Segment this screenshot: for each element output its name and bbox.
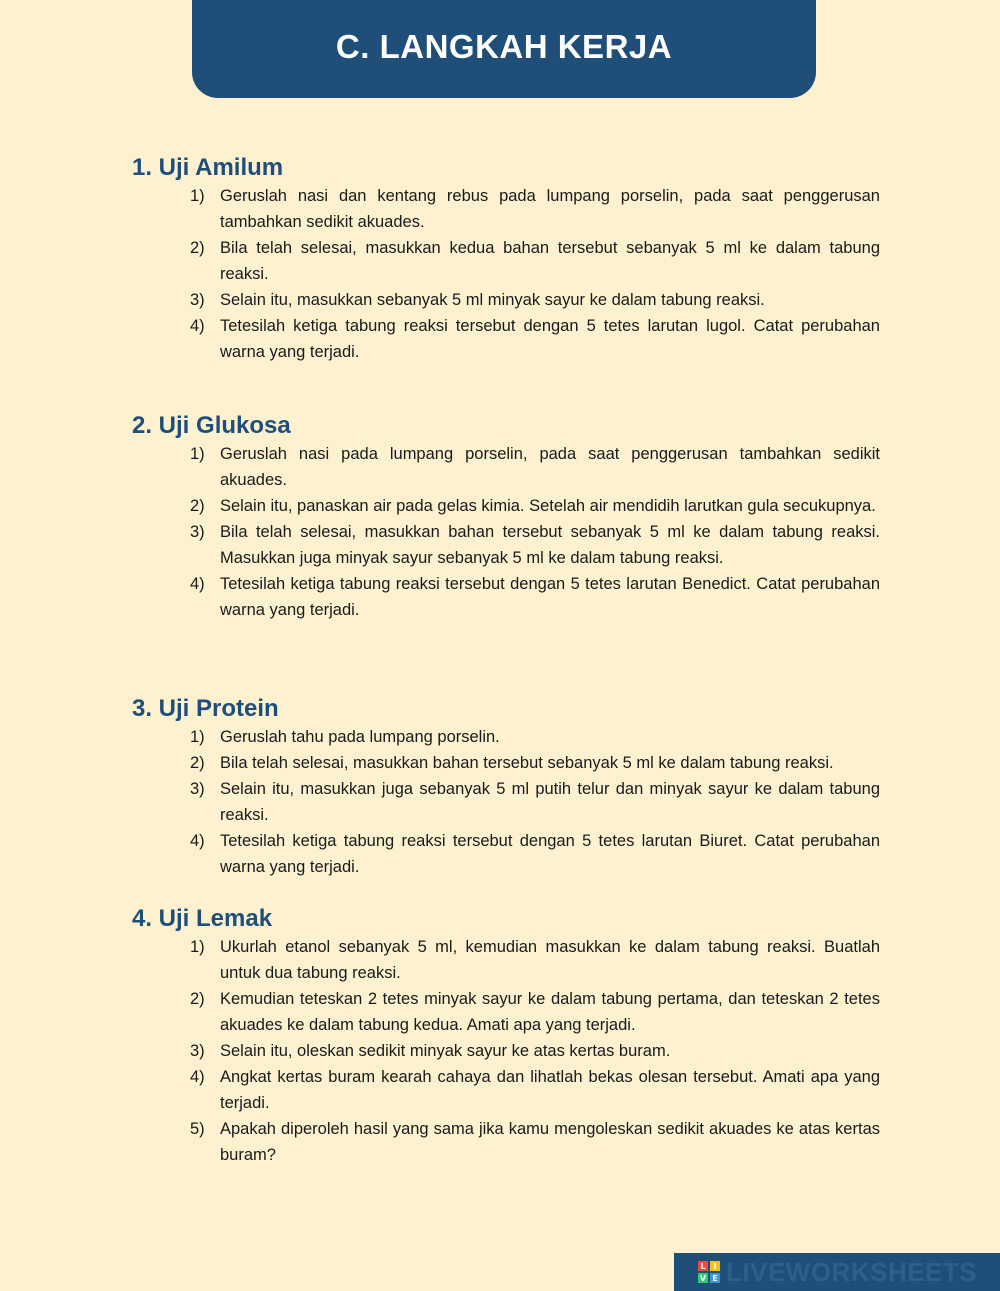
step-list	[132, 724, 880, 880]
step-item	[132, 1038, 880, 1064]
logo-tile-v: V	[699, 1273, 707, 1283]
step-number: 3)	[190, 523, 205, 541]
step-text: Geruslah nasi pada lumpang porselin, pada saat penggerusan tambahkan sedikit akuades.	[220, 445, 880, 489]
header-banner	[192, 0, 816, 98]
logo-tile-l: L	[698, 1261, 708, 1271]
step-text: Bila telah selesai, masukkan bahan tersebut sebanyak 5 ml ke dalam tabung reaksi. Masukkan juga minyak sayur sebanyak 5 ml ke dalam tabung reaksi.	[220, 523, 880, 567]
step-item	[132, 1064, 880, 1116]
step-item	[132, 519, 880, 571]
liveworksheets-brand: LIVEWORKSHEETS	[726, 1256, 978, 1287]
step-text: Selain itu, masukkan juga sebanyak 5 ml putih telur dan minyak sayur ke dalam tabung reaksi.	[220, 780, 880, 824]
step-item	[132, 287, 880, 313]
section-title: 2. Uji Glukosa	[132, 412, 291, 439]
step-item	[132, 235, 880, 287]
section-uji-amilum	[132, 153, 880, 365]
step-list	[132, 441, 880, 623]
section-uji-glukosa	[132, 411, 880, 623]
step-number: 4)	[190, 575, 205, 593]
step-text: Geruslah tahu pada lumpang porselin.	[220, 728, 500, 746]
step-list	[132, 934, 880, 1168]
step-number: 4)	[190, 832, 205, 850]
step-text: Tetesilah ketiga tabung reaksi tersebut dengan 5 tetes larutan Biuret. Catat perubahan warna yang terjadi.	[220, 832, 880, 876]
step-number: 2)	[190, 754, 205, 772]
step-number: 1)	[190, 728, 205, 746]
step-item	[132, 828, 880, 880]
step-number: 3)	[190, 780, 205, 798]
step-item	[132, 493, 880, 519]
section-title: 3. Uji Protein	[132, 695, 279, 722]
step-text: Kemudian teteskan 2 tetes minyak sayur ke dalam tabung pertama, dan teteskan 2 tetes akuades ke dalam tabung kedua. Amati apa yang terjadi.	[220, 990, 880, 1034]
step-item	[132, 934, 880, 986]
section-title: 4. Uji Lemak	[132, 905, 273, 932]
step-item	[132, 183, 880, 235]
step-item	[132, 986, 880, 1038]
step-item	[132, 441, 880, 493]
step-item	[132, 724, 880, 750]
step-number: 3)	[190, 291, 205, 309]
step-number: 1)	[190, 445, 205, 463]
logo-tile-e: E	[710, 1273, 720, 1283]
step-text: Apakah diperoleh hasil yang sama jika kamu mengoleskan sedikit akuades ke atas kertas buram?	[220, 1120, 880, 1164]
step-text: Angkat kertas buram kearah cahaya dan lihatlah bekas olesan tersebut. Amati apa yang terjadi.	[220, 1068, 880, 1112]
step-number: 3)	[190, 1042, 205, 1060]
liveworksheets-logo-icon	[698, 1261, 720, 1283]
section-uji-protein	[132, 694, 880, 880]
liveworksheets-footer[interactable]	[674, 1253, 1000, 1291]
step-number: 5)	[190, 1120, 205, 1138]
step-number: 2)	[190, 497, 205, 515]
step-text: Bila telah selesai, masukkan bahan tersebut sebanyak 5 ml ke dalam tabung reaksi.	[220, 754, 834, 772]
step-number: 1)	[190, 187, 205, 205]
step-item	[132, 1116, 880, 1168]
step-item	[132, 571, 880, 623]
step-item	[132, 750, 880, 776]
step-text: Ukurlah etanol sebanyak 5 ml, kemudian masukkan ke dalam tabung reaksi. Buatlah untuk dua tabung reaksi.	[220, 938, 880, 982]
step-text: Selain itu, panaskan air pada gelas kimia. Setelah air mendidih larutkan gula secukupnya.	[220, 497, 876, 515]
step-number: 2)	[190, 239, 205, 257]
step-list	[132, 183, 880, 365]
step-number: 4)	[190, 1068, 205, 1086]
step-item	[132, 776, 880, 828]
step-item	[132, 313, 880, 365]
section-title: 1. Uji Amilum	[132, 154, 284, 181]
step-text: Geruslah nasi dan kentang rebus pada lumpang porselin, pada saat penggerusan tambahkan sedikit akuades.	[220, 187, 880, 231]
logo-tile-i: I	[710, 1261, 720, 1271]
step-text: Selain itu, oleskan sedikit minyak sayur ke atas kertas buram.	[220, 1042, 671, 1060]
section-uji-lemak	[132, 904, 880, 1168]
step-text: Tetesilah ketiga tabung reaksi tersebut dengan 5 tetes larutan Benedict. Catat perubahan warna yang terjadi.	[220, 575, 880, 619]
page-title: C. LANGKAH KERJA	[335, 28, 673, 65]
step-text: Bila telah selesai, masukkan kedua bahan tersebut sebanyak 5 ml ke dalam tabung reaksi.	[220, 239, 880, 283]
step-number: 2)	[190, 990, 205, 1008]
step-number: 1)	[190, 938, 205, 956]
step-text: Selain itu, masukkan sebanyak 5 ml minyak sayur ke dalam tabung reaksi.	[220, 291, 765, 309]
step-number: 4)	[190, 317, 205, 335]
step-text: Tetesilah ketiga tabung reaksi tersebut dengan 5 tetes larutan lugol. Catat perubahan warna yang terjadi.	[220, 317, 880, 361]
